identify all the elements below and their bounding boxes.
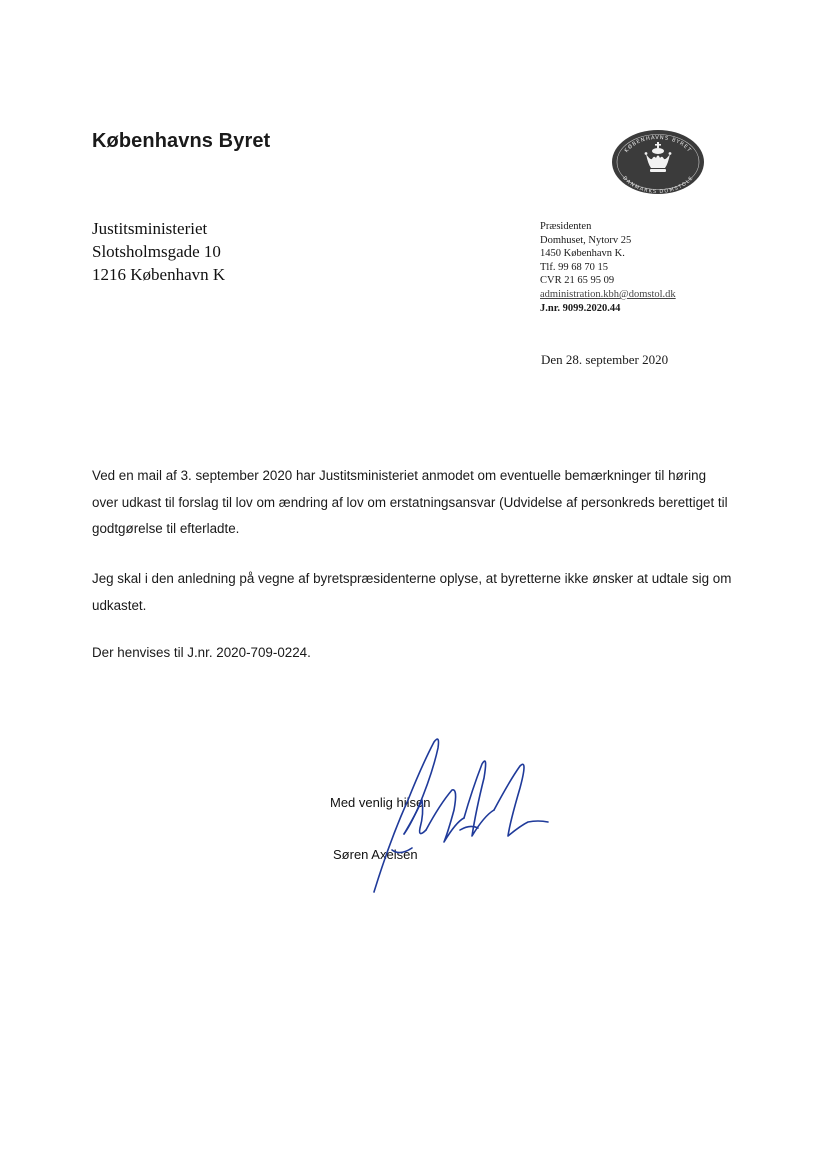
recipient-name: Justitsministeriet [92,219,208,238]
sender-address-line1: Domhuset, Nytorv 25 [540,234,632,246]
seal-text-top: KØBENHAVNS BYRET [623,134,693,154]
sender-cvr: CVR 21 65 95 09 [540,275,615,287]
recipient-address [92,217,225,286]
recipient-street: Slotsholmsgade 10 [92,242,221,261]
court-seal-logo [610,128,706,201]
sender-title: Præsidenten [540,221,592,232]
body-paragraph-3: Der henvises til J.nr. 2020-709-0224. [92,645,311,660]
sender-reference-number: J.nr. 9099.2020.44 [540,302,621,314]
sender-contact-block [540,220,676,315]
court-name-heading: Københavns Byret [92,130,271,152]
handwritten-signature [360,730,560,910]
recipient-city: 1216 København K [92,265,226,284]
seal-text-bottom: DANMARKS DOMSTOLE [621,175,695,196]
sender-address-line2: 1450 København K. [540,248,625,260]
sender-email-link[interactable]: administration.kbh@domstol.dk [540,288,676,300]
body-paragraph-1: Ved en mail af 3. september 2020 har Justitsministeriet anmodet om eventuelle bemærkninger til høring over udkast til forslag til lov om ændring af lov om erstatningsansvar (Udvidelse af personkreds berettiget til godtgørelse til efterladte. [92,468,728,536]
signer-name: Søren Axelsen [333,847,418,862]
closing-greeting: Med venlig hilsen [330,795,431,810]
sender-phone: Tlf. 99 68 70 15 [540,261,608,273]
body-paragraph-2: Jeg skal i den anledning på vegne af byretspræsidenterne oplyse, at byretterne ikke ønsker at udtale sig om udkastet. [92,571,732,613]
letter-date: Den 28. september 2020 [541,352,669,367]
